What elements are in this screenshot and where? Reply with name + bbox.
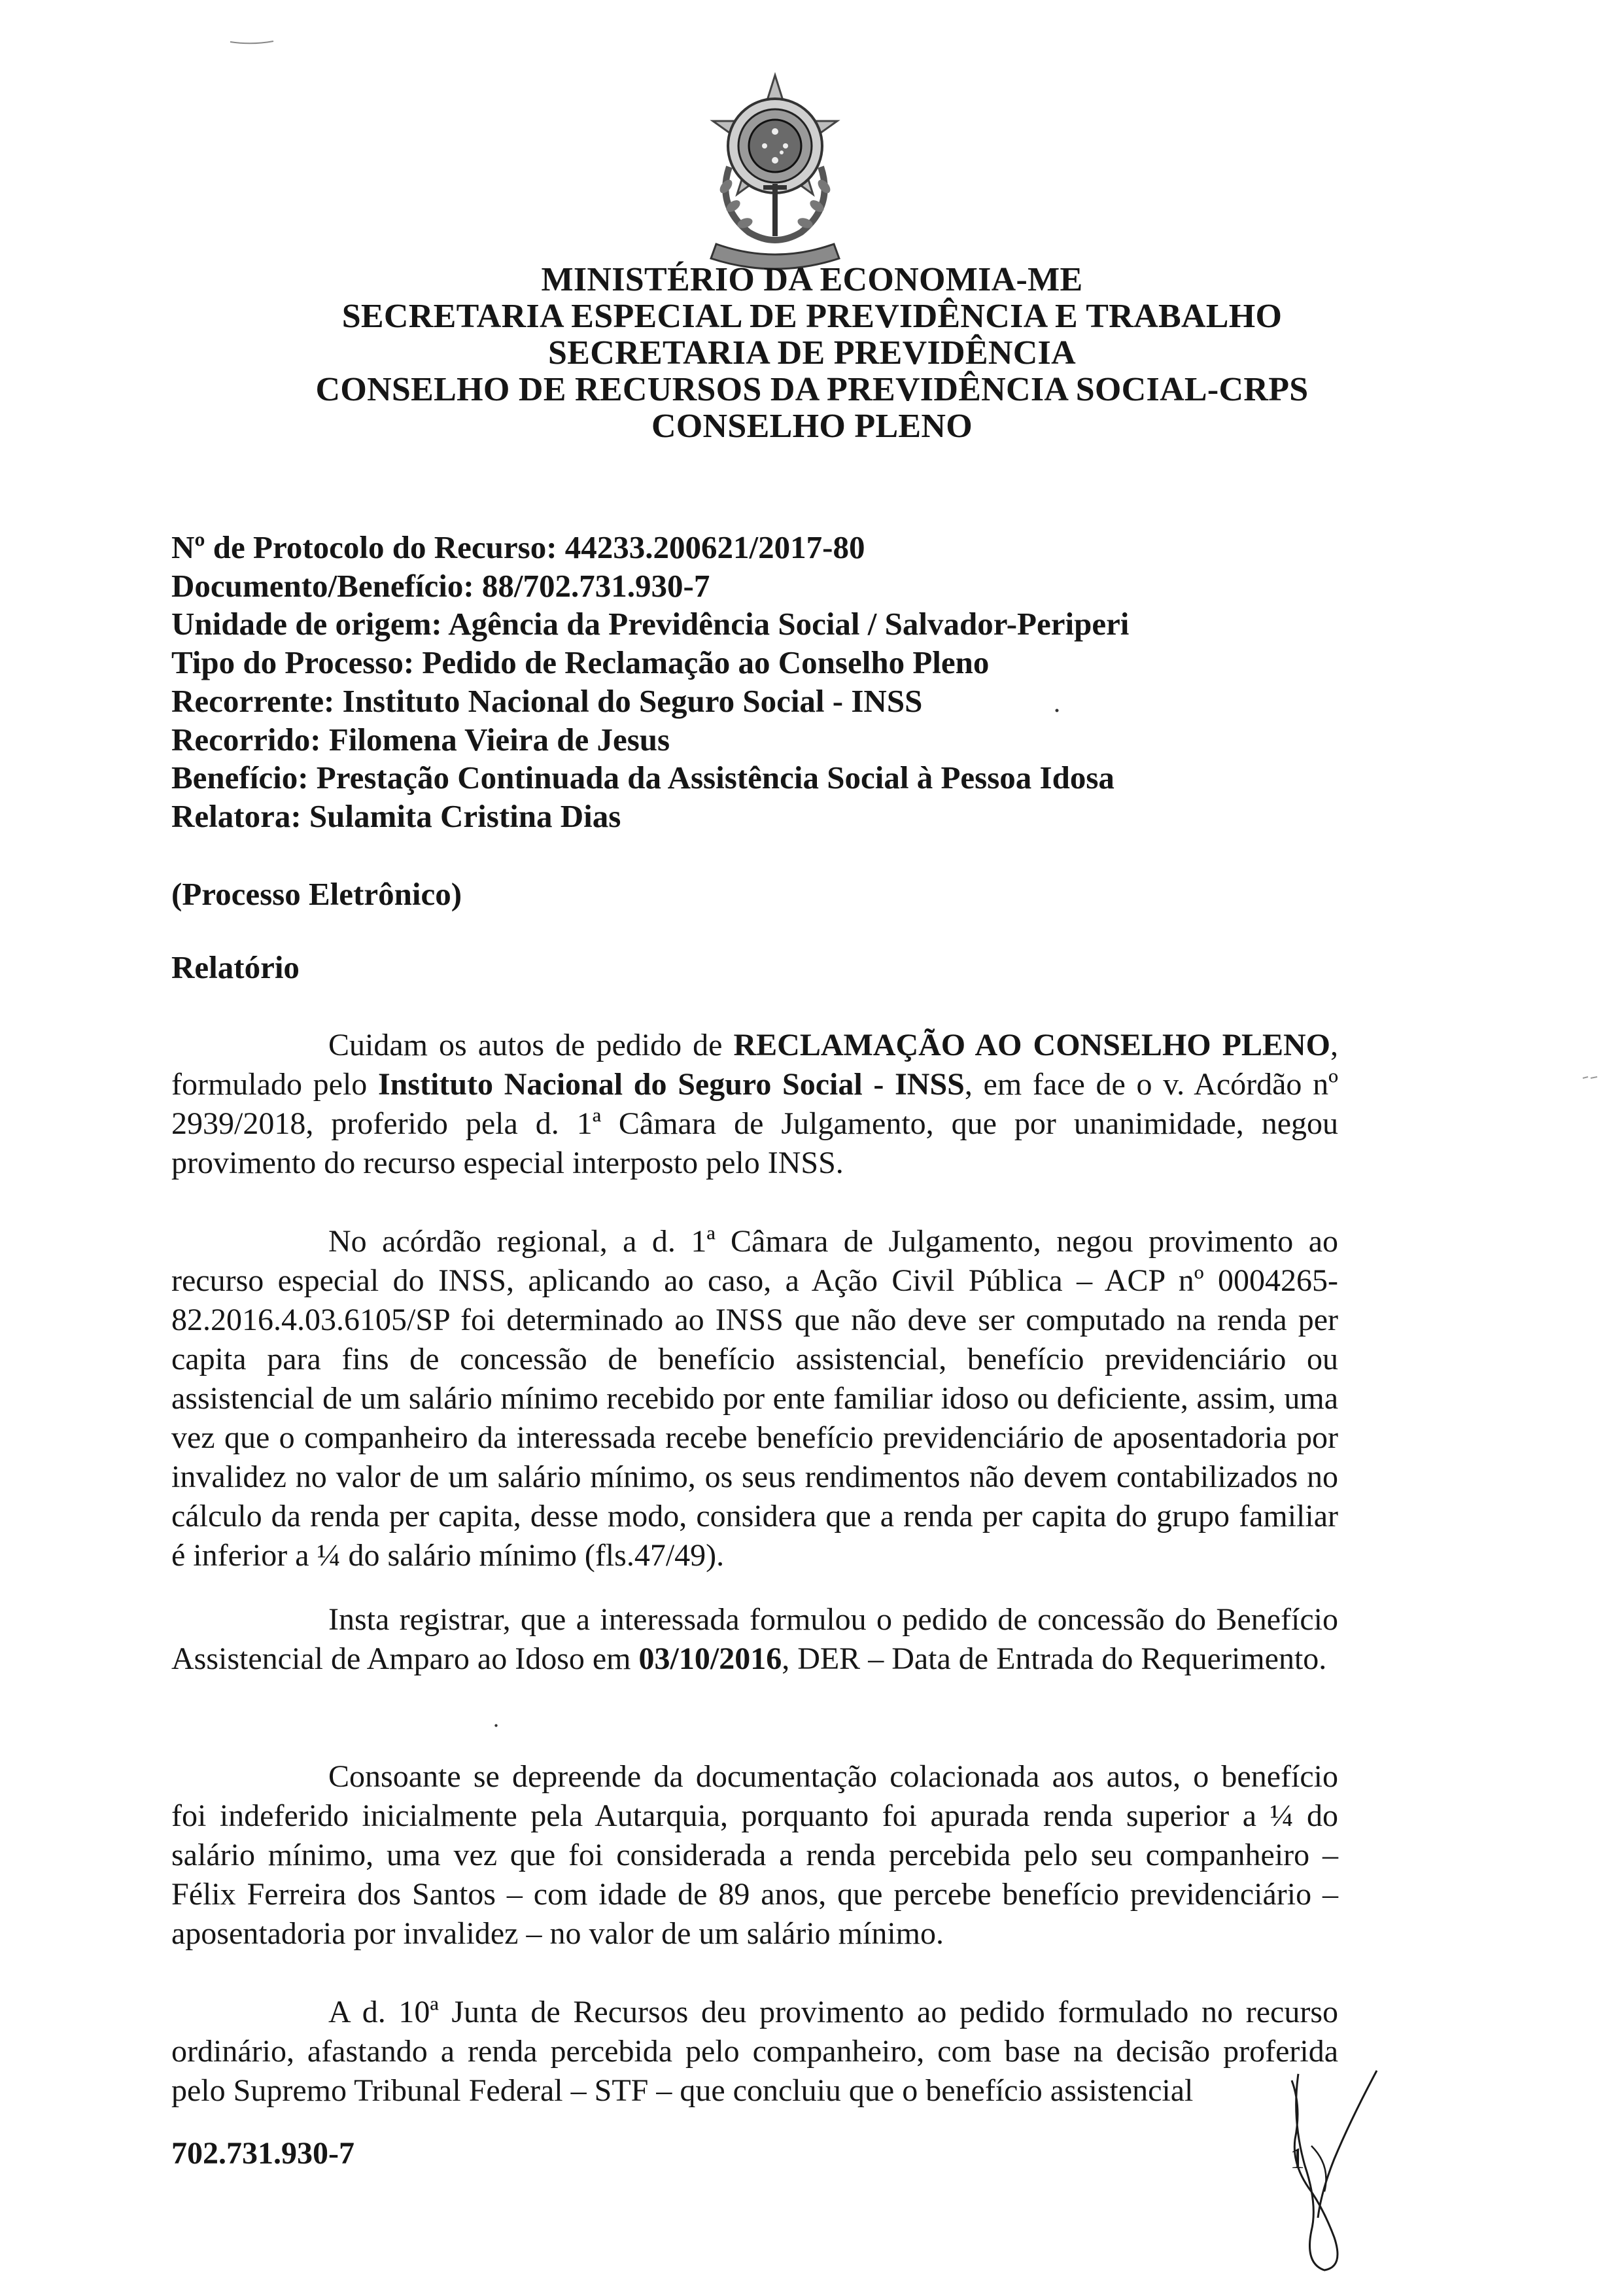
p3-text-c: , DER – Data de Entrada do Requerimento.	[782, 1641, 1327, 1676]
header-special-secretariat: SECRETARIA ESPECIAL DE PREVIDÊNCIA E TRABALHO	[341, 298, 1283, 335]
handwritten-signature-icon	[1272, 2067, 1383, 2283]
p1-inss: Instituto Nacional do Seguro Social - INSS	[378, 1067, 965, 1102]
meta-recorrido: Recorrido: Filomena Vieira de Jesus	[171, 721, 670, 758]
page-number: 1	[1290, 2141, 1305, 2175]
p3-date: 03/10/2016	[638, 1641, 782, 1676]
meta-beneficio: Benefício: Prestação Continuada da Assistência Social à Pessoa Idosa	[171, 760, 1114, 796]
meta-unidade: Unidade de origem: Agência da Previdência Social / Salvador-Periperi	[171, 606, 1130, 642]
p1-text-e: , em face de o v. Acórdão nº 2939/2018, proferido pela d. 1ª Câmara de Julgamento, que por unanimidade, negou provimento do recurso especial interposto pelo INSS.	[171, 1067, 1339, 1180]
paragraph-5: A d. 10ª Junta de Recursos deu provimento ao pedido formulado no recurso ordinário, afastando a renda percebida pelo companheiro, com base na decisão proferida pelo Supremo Tribunal Federal – STF – que concluiu que o benefício assistencial	[171, 1995, 1338, 2108]
header-ministry: MINISTÉRIO DA ECONOMIA-ME	[541, 261, 1083, 298]
case-metadata	[171, 529, 1414, 836]
header-council: CONSELHO DE RECURSOS DA PREVIDÊNCIA SOCIAL-CRPS	[315, 371, 1309, 408]
header-secretariat: SECRETARIA DE PREVIDÊNCIA	[548, 334, 1076, 372]
processo-eletronico-label: (Processo Eletrônico)	[171, 876, 462, 912]
meta-documento: Documento/Benefício: 88/702.731.930-7	[171, 567, 710, 604]
paragraph-4: Consoante se depreende da documentação colacionada aos autos, o benefício foi indeferido inicialmente pela Autarquia, porquanto foi apurada renda superior a ¼ do salário mínimo, uma vez que foi considerada a renda percebida pelo seu companheiro – Félix Ferreira dos Santos – com idade de 89 anos, que percebe benefício previdenciário – aposentadoria por invalidez – no valor de um salário mínimo.	[171, 1759, 1338, 1951]
paragraph-1	[171, 1026, 1338, 1183]
scan-mark	[494, 1723, 498, 1728]
meta-relatora: Relatora: Sulamita Cristina Dias	[171, 797, 621, 834]
document-header	[196, 262, 1428, 445]
p1-text-a: Cuidam os autos de pedido de	[328, 1028, 734, 1062]
footer-benefit-code: 702.731.930-7	[171, 2136, 354, 2171]
scan-mark	[229, 39, 275, 46]
brazil-coat-of-arms-icon	[690, 69, 860, 285]
p3-text-a: Insta registrar, que a interessada formulou o pedido de concessão do Benefício Assistencial de Amparo ao Idoso em	[171, 1602, 1338, 1676]
p1-reclamacao: RECLAMAÇÃO AO CONSELHO PLENO	[733, 1028, 1330, 1062]
relatorio-heading: Relatório	[171, 949, 300, 985]
paragraph-2: No acórdão regional, a d. 1ª Câmara de Julgamento, negou provimento ao recurso especial do INSS, aplicando ao caso, a Ação Civil Pública – ACP nº 0004265-82.2016.4.03.6105/SP foi determinado ao INSS que não deve ser computado na renda per capita para fins de concessão de benefício assistencial, benefício previdenciário ou assistencial de um salário mínimo recebido por ente familiar idoso ou deficiente, assim, uma vez que o companheiro da interessada recebe benefício previdenciário de aposentadoria por invalidez no valor de um salário mínimo, os seus rendimentos não devem contabilizados no cálculo da renda per capita, desse modo, considera que a renda per capita do grupo familiar é inferior a ¼ do salário mínimo (fls.47/49).	[171, 1224, 1338, 1573]
header-plenary: CONSELHO PLENO	[651, 408, 973, 445]
meta-recorrente: Recorrente: Instituto Nacional do Seguro Social - INSS	[171, 682, 923, 719]
p1-text-c: , formulado pelo	[171, 1028, 1338, 1102]
scan-mark	[1581, 1074, 1598, 1081]
paragraph-3	[171, 1600, 1338, 1679]
meta-tipo: Tipo do Processo: Pedido de Reclamação ao Conselho Pleno	[171, 644, 990, 681]
meta-protocolo: Nº de Protocolo do Recurso: 44233.200621/2017-80	[171, 529, 865, 565]
